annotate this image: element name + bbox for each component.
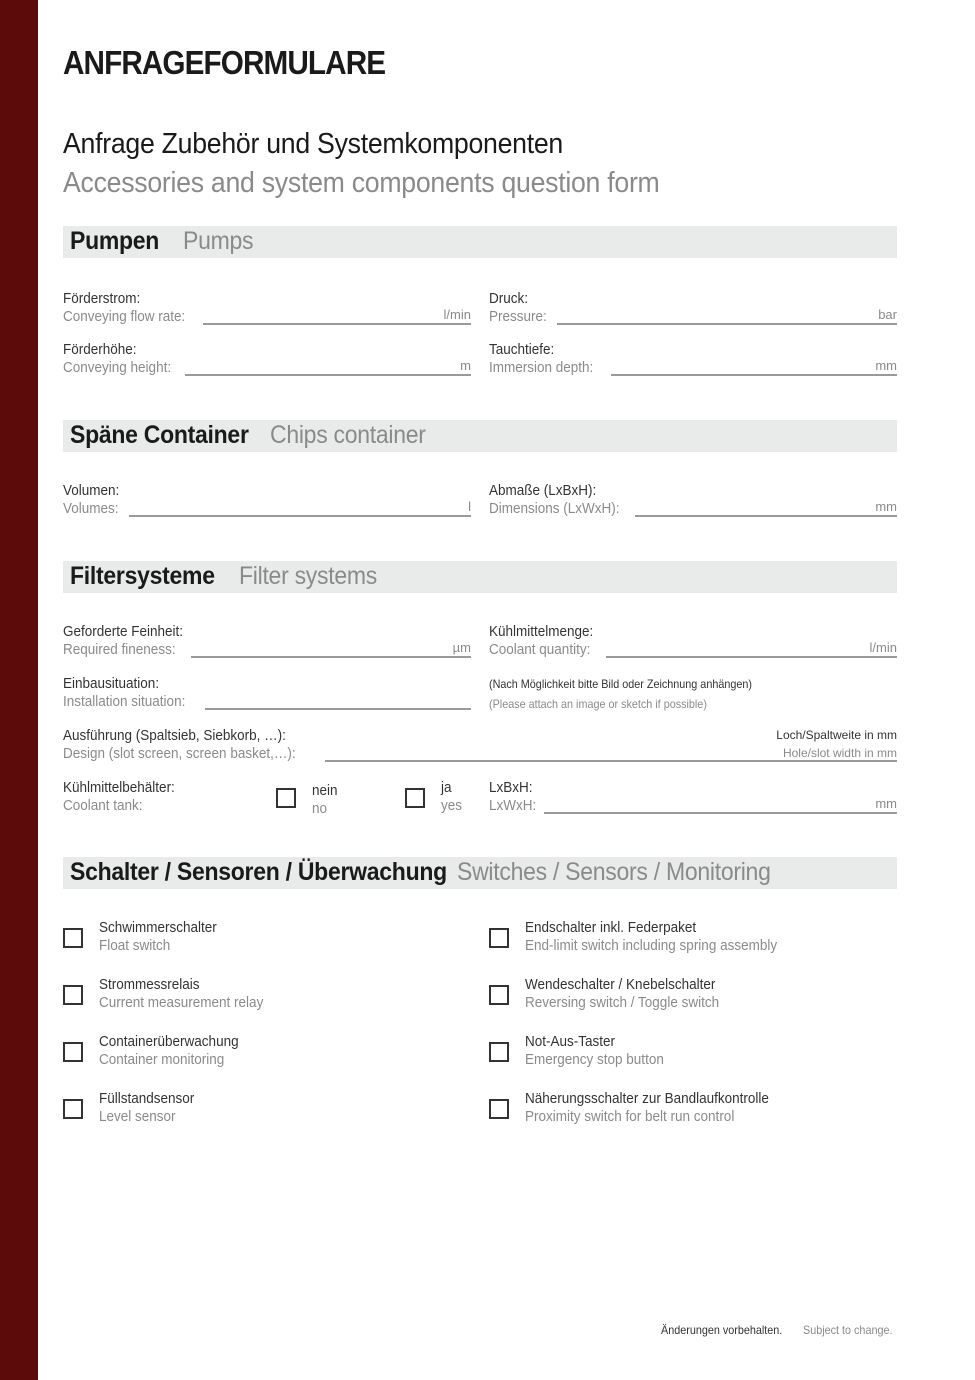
current-relay-label [99,976,282,1011]
level-sensor-label [99,1090,205,1125]
input-line[interactable] [203,323,471,325]
option-label-en: End-limit switch including spring assembly [525,937,778,954]
option-label-de: Füllstandsensor [99,1090,195,1107]
field-label-de: Tauchtiefe: [489,341,555,358]
field-unit: l/min [869,640,897,655]
float-switch-label [99,919,230,954]
volume-field[interactable] [63,482,471,522]
reversing-switch-checkbox[interactable] [489,985,509,1005]
option-label-en: Container monitoring [99,1051,225,1068]
input-line[interactable] [557,323,897,325]
field-label-de: Förderstrom: [63,290,141,307]
field-label-de: LxBxH: [489,779,533,796]
coolant-tank-no-label [312,782,340,817]
end-limit-switch-label [525,919,805,954]
coolant-tank-yes-checkbox[interactable] [405,788,425,808]
field-label-en: Conveying flow rate: [63,308,188,325]
tank-dimensions-field[interactable] [489,779,897,819]
input-line[interactable] [611,374,897,376]
flow-rate-field[interactable] [63,290,471,330]
input-line[interactable] [191,656,471,658]
section-header-pumps [63,226,897,258]
section-header-chips-container [63,420,897,452]
section-header-filter-systems [63,561,897,593]
input-line[interactable] [606,656,897,658]
field-unit: l [468,499,471,514]
field-label-en: Dimensions (LxWxH): [489,500,622,517]
field-label-en: Required fineness: [63,641,178,658]
end-limit-switch-checkbox[interactable] [489,928,509,948]
section-header-switches-sensors [63,857,897,889]
level-sensor-checkbox[interactable] [63,1099,83,1119]
field-label-de: Geforderte Feinheit: [63,623,184,640]
section-title-de: Späne Container [70,421,249,449]
required-fineness-field[interactable] [63,623,471,663]
field-label-de: Volumen: [63,482,120,499]
field-label-en: Immersion depth: [489,359,596,376]
field-label-de: Kühlmittelbehälter: [63,779,175,796]
field-label-en: Pressure: [489,308,549,325]
input-line[interactable] [544,812,897,814]
option-label-en: Current measurement relay [99,994,264,1011]
field-label-de: Druck: [489,290,529,307]
footer-note-de: Änderungen vorbehalten. [661,1323,783,1337]
option-label-de: Näherungsschalter zur Bandlaufkontrolle [525,1090,769,1107]
field-unit: bar [878,307,897,322]
conveying-height-field[interactable] [63,341,471,381]
option-label-de: Schwimmerschalter [99,919,217,936]
field-unit: mm [875,796,897,811]
option-label-en: Reversing switch / Toggle switch [525,994,720,1011]
option-label-de: nein [312,782,338,799]
coolant-tank-yes-label [441,779,464,814]
reversing-switch-label [525,976,741,1011]
footer-note-en: Subject to change. [803,1323,893,1337]
option-label-de: Containerüberwachung [99,1033,239,1050]
page-title: ANFRAGEFORMULARE [63,44,386,81]
input-line[interactable] [325,760,897,762]
installation-situation-field[interactable] [63,675,471,715]
field-unit: µm [452,640,471,655]
option-label-en: Level sensor [99,1108,176,1125]
option-label-de: Wendeschalter / Knebelschalter [525,976,716,993]
attach-image-note-de: (Nach Möglichkeit bitte Bild oder Zeichnung anhängen) [489,677,752,691]
input-line[interactable] [129,515,471,517]
input-line[interactable] [205,708,471,710]
design-field[interactable] [63,727,897,767]
field-label-de: Ausführung (Spaltsieb, Siebkorb, …): [63,727,286,744]
proximity-switch-label [525,1090,796,1125]
option-label-en: no [312,800,328,817]
subtitle-english: Accessories and system components question form [63,167,660,199]
coolant-quantity-field[interactable] [489,623,897,663]
pressure-field[interactable] [489,290,897,330]
current-relay-checkbox[interactable] [63,985,83,1005]
emergency-stop-label [525,1033,679,1068]
field-label-en: Design (slot screen, screen basket,…): [63,745,298,762]
option-label-de: Strommessrelais [99,976,200,993]
option-label-en: Proximity switch for belt run control [525,1108,735,1125]
option-label-en: yes [441,797,463,814]
section-title-en: Pumps [183,227,254,255]
field-unit: l/min [443,307,471,322]
emergency-stop-checkbox[interactable] [489,1042,509,1062]
field-unit: mm [875,499,897,514]
input-line[interactable] [635,515,897,517]
section-title-de: Pumpen [70,227,160,255]
section-title-en: Chips container [270,421,426,449]
section-title-de: Schalter / Sensoren / Überwachung [70,858,447,886]
field-label-en: Coolant tank: [63,797,145,814]
field-unit-de: Loch/Spaltweite in mm [776,728,897,742]
coolant-tank-no-checkbox[interactable] [276,788,296,808]
dimensions-field[interactable] [489,482,897,522]
field-label-en: LxWxH: [489,797,539,814]
field-unit-en: Hole/slot width in mm [782,746,897,760]
float-switch-checkbox[interactable] [63,928,83,948]
field-label-de: Abmaße (LxBxH): [489,482,597,499]
section-title-de: Filtersysteme [70,562,215,590]
option-label-de: Endschalter inkl. Federpaket [525,919,697,936]
option-label-en: Emergency stop button [525,1051,664,1068]
field-label-en: Installation situation: [63,693,188,710]
field-label-de: Kühlmittelmenge: [489,623,594,640]
field-unit: m [460,358,471,373]
input-line[interactable] [185,374,471,376]
coolant-tank-field [63,779,263,819]
option-label-de: ja [441,779,452,796]
container-monitoring-label [99,1033,254,1068]
section-title-en: Filter systems [239,562,377,590]
field-label-en: Coolant quantity: [489,641,593,658]
container-monitoring-checkbox[interactable] [63,1042,83,1062]
section-title-en: Switches / Sensors / Monitoring [457,858,771,886]
immersion-depth-field[interactable] [489,341,897,381]
option-label-de: Not-Aus-Taster [525,1033,616,1050]
attach-image-note-en: (Please attach an image or sketch if possible) [489,697,707,711]
sidebar-accent-bar [0,0,38,1380]
subtitle-german: Anfrage Zubehör und Systemkomponenten [63,128,564,160]
option-label-en: Float switch [99,937,171,954]
proximity-switch-checkbox[interactable] [489,1099,509,1119]
field-label-de: Einbausituation: [63,675,160,692]
field-unit: mm [875,358,897,373]
field-label-en: Conveying height: [63,359,174,376]
field-label-en: Volumes: [63,500,121,517]
field-label-de: Förderhöhe: [63,341,137,358]
